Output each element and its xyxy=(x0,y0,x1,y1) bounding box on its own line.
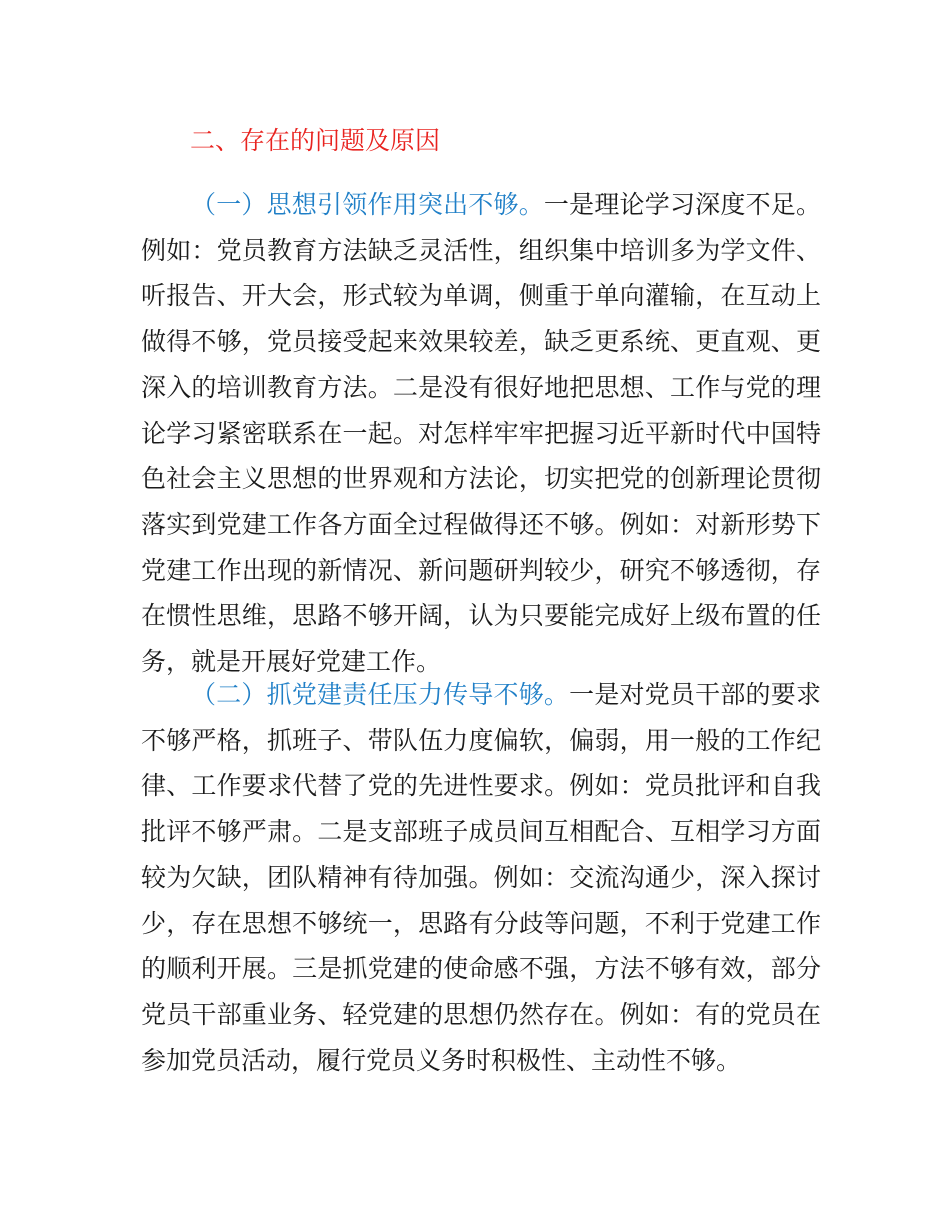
paragraph-2-subtitle: （二）抓党建责任压力传导不够。 xyxy=(191,680,570,709)
section-heading: 二、存在的问题及原因 xyxy=(190,126,441,155)
paragraph-1-body: 一是理论学习深度不足。例如：党员教育方法缺乏灵活性，组织集中培训多为学文件、听报告、开大会，形式较为单调，侧重于单向灌输，在互动上做得不够，党员接受起来效果较差，缺乏更系统、更直观、更深入的培训教育方法。二是没有很好地把思想、工作与党的理论学习紧密联系在一起。对怎样牢牢把握习近平新时代中国特色社会主义思想的世界观和方法论，切实把党的创新理论贯彻落实到党建工作各方面全过程做得还不够。例如：对新形势下党建工作出现的新情况、新问题研判较少，研究不够透彻，存在惯性思维，思路不够开阔，认为只要能完成好上级布置的任务，就是开展好党建工作。 xyxy=(141,190,821,677)
paragraph-1 xyxy=(141,182,821,685)
paragraph-2-body: 一是对党员干部的要求不够严格，抓班子、带队伍力度偏软，偏弱，用一般的工作纪律、工作要求代替了党的先进性要求。例如：党员批评和自我批评不够严肃。二是支部班子成员间互相配合、互相学习方面较为欠缺，团队精神有待加强。例如：交流沟通少，深入探讨少，存在思想不够统一，思路有分歧等问题，不利于党建工作的顺利开展。三是抓党建的使命感不强，方法不够有效，部分党员干部重业务、轻党建的思想仍然存在。例如：有的党员在参加党员活动，履行党员义务时积极性、主动性不够。 xyxy=(141,680,821,1075)
paragraph-2 xyxy=(141,672,821,1083)
paragraph-1-subtitle: （一）思想引领作用突出不够。 xyxy=(191,190,544,219)
